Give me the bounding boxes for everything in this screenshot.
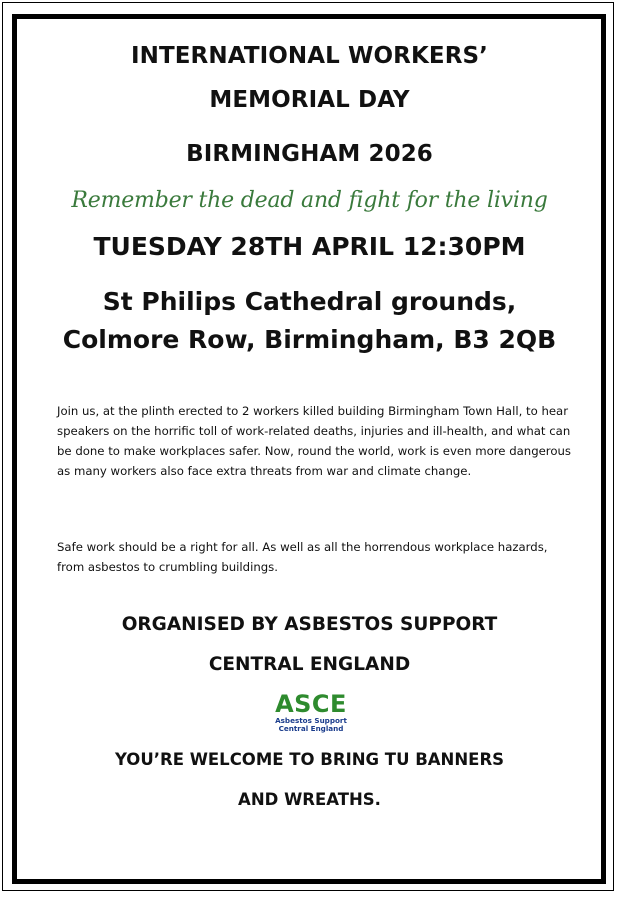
venue-line-2: Colmore Row, Birmingham, B3 2QB xyxy=(62,325,557,354)
logo-sub-line-2: Central England xyxy=(278,724,344,733)
organiser-line-2: CENTRAL ENGLAND xyxy=(208,654,411,675)
date-time: TUESDAY 28TH APRIL 12:30PM xyxy=(93,232,526,261)
paragraph-safe-work: Safe work should be a right for all. As well as all the horrendous workplace hazards, from asbestos to crumbling buildings. xyxy=(57,540,548,574)
title-line-2: MEMORIAL DAY xyxy=(209,87,410,113)
welcome-line-1: YOU’RE WELCOME TO BRING TU BANNERS xyxy=(114,750,505,769)
logo-mark: ASCE xyxy=(275,690,347,718)
subtitle: BIRMINGHAM 2026 xyxy=(186,141,433,167)
tagline: Remember the dead and fight for the living xyxy=(71,188,548,213)
organiser-line-1: ORGANISED BY ASBESTOS SUPPORT xyxy=(121,614,498,635)
title-line-1: INTERNATIONAL WORKERS’ xyxy=(130,43,489,69)
welcome-line-2: AND WREATHS. xyxy=(238,790,381,809)
paragraph-intro: Join us, at the plinth erected to 2 workers killed building Birmingham Town Hall, to hear speakers on the horrific toll of work-related deaths, injuries and ill-health, and what can be done to make workplaces safer. Now, round the world, work is even more dangerous as many workers also face extra threats from war and climate change. xyxy=(57,404,571,478)
venue-line-1: St Philips Cathedral grounds, xyxy=(102,287,517,316)
asce-logo xyxy=(274,691,348,739)
logo-sub-line-1: Asbestos Support xyxy=(275,716,347,725)
